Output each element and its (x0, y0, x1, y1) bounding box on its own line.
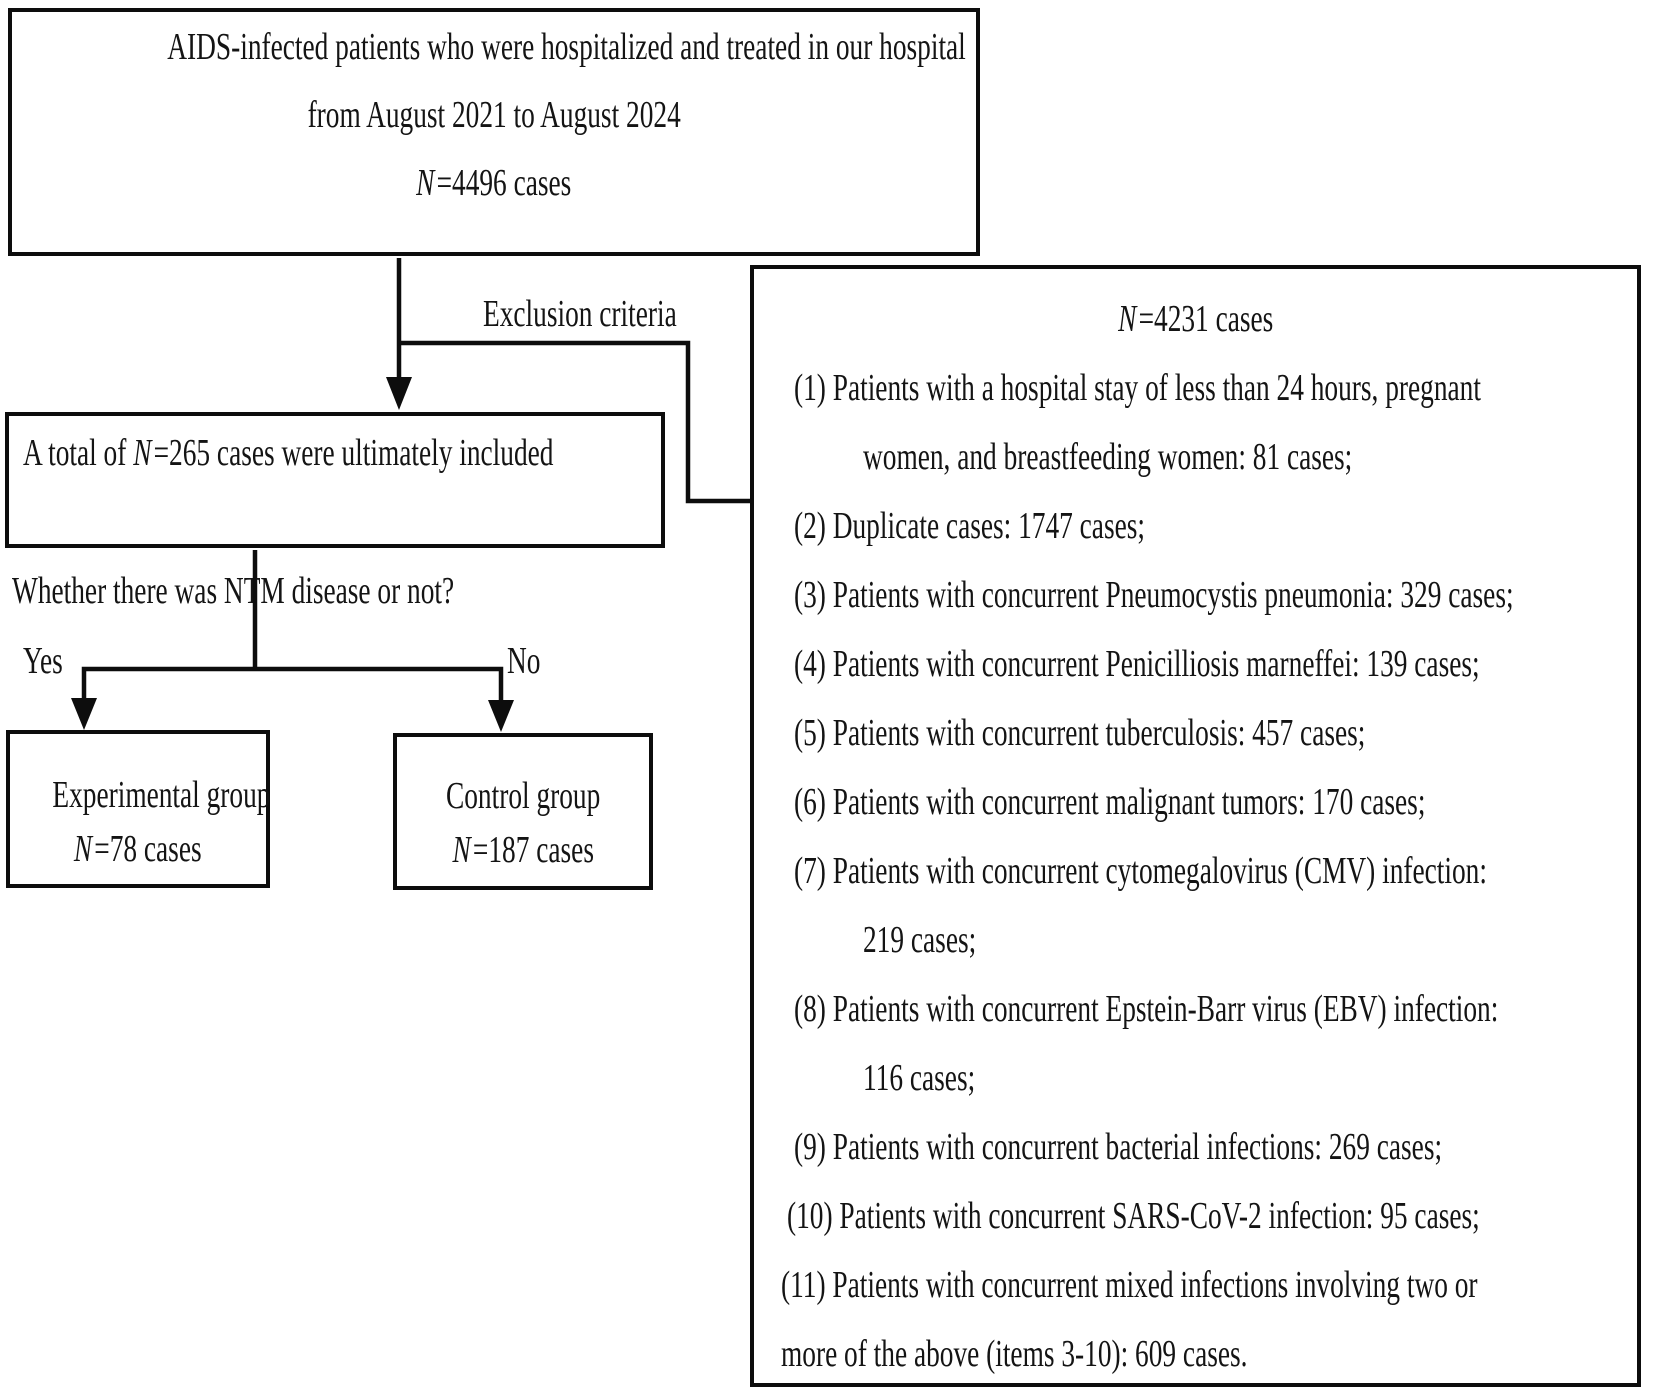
exclusion-item-1-cont: women, and breastfeeding women: 81 cases; (863, 436, 1353, 478)
exclusion-item-2: (2) Duplicate cases: 1747 cases; (794, 505, 1145, 547)
arrowhead-experimental (71, 698, 97, 730)
control-group-title: Control group (445, 775, 601, 817)
exclusion-item-6: (6) Patients with concurrent malignant tumors: 170 cases; (794, 781, 1426, 823)
exclusion-item-8-cont: 116 cases; (863, 1057, 976, 1099)
branch-label-yes: Yes (23, 640, 63, 682)
source-population-box (8, 8, 980, 256)
exclusion-item-11: (11) Patients with concurrent mixed infections involving two or (781, 1264, 1478, 1306)
exclusion-item-7: (7) Patients with concurrent cytomegalovirus (CMV) infection: (794, 850, 1487, 892)
exclusion-criteria-box (750, 265, 1641, 1387)
branch-bar (84, 669, 501, 714)
exclusion-item-10: (10) Patients with concurrent SARS-CoV-2 infection: 95 cases; (787, 1195, 1480, 1237)
exclusion-item-11-cont: more of the above (items 3-10): 609 cases. (781, 1333, 1248, 1375)
arrowhead-control (488, 700, 514, 732)
control-group-count: N=187 cases (452, 829, 594, 871)
experimental-group-title: Experimental group (52, 774, 271, 816)
exclusion-item-8: (8) Patients with concurrent Epstein-Barr virus (EBV) infection: (794, 988, 1499, 1030)
exclusion-item-1: (1) Patients with a hospital stay of less than 24 hours, pregnant (794, 367, 1481, 409)
source-population-line2: from August 2021 to August 2024 (307, 94, 681, 136)
ntm-question-text: Whether there was NTM disease or not? (12, 570, 455, 612)
exclusion-item-4: (4) Patients with concurrent Penicilliosis marneffei: 139 cases; (794, 643, 1480, 685)
exclusion-item-7-cont: 219 cases; (863, 919, 977, 961)
included-cases-text: A total of N=265 cases were ultimately included (23, 432, 554, 474)
arrowhead-included (386, 377, 412, 410)
source-population-line1: AIDS-infected patients who were hospitalized and treated in our hospital (167, 26, 966, 68)
exclusion-criteria-label: Exclusion criteria (483, 293, 677, 335)
branch-label-no: No (507, 640, 541, 682)
included-cases-box (5, 412, 665, 548)
experimental-group-count: N=78 cases (74, 828, 202, 870)
exclusion-criteria-list (754, 269, 1637, 1387)
experimental-group-box (6, 730, 270, 888)
exclusion-item-5: (5) Patients with concurrent tuberculosis: 457 cases; (794, 712, 1366, 754)
exclusion-count: N=4231 cases (1117, 298, 1274, 340)
exclusion-item-3: (3) Patients with concurrent Pneumocystis pneumonia: 329 cases; (794, 574, 1514, 616)
source-population-count: N=4496 cases (416, 162, 572, 204)
control-group-box (393, 733, 653, 890)
exclusion-item-9: (9) Patients with concurrent bacterial infections: 269 cases; (794, 1126, 1443, 1168)
